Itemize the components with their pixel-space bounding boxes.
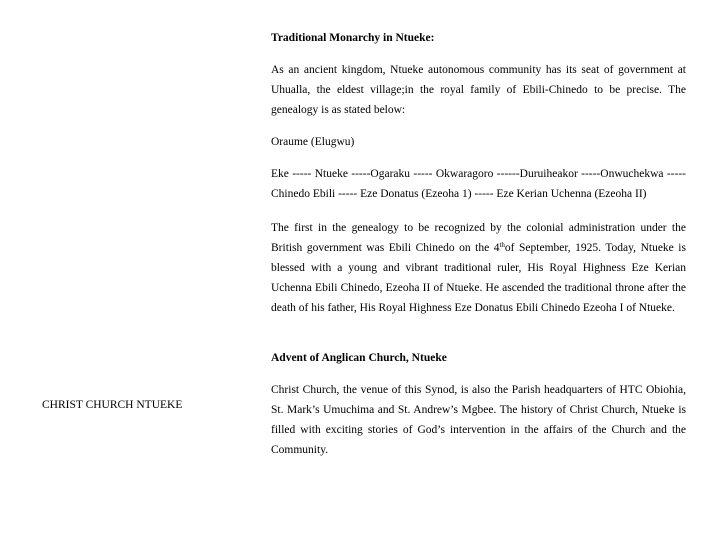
document-column: [271, 28, 686, 460]
side-label-christ-church: CHRIST CHURCH NTUEKE: [42, 399, 183, 411]
section-heading-anglican: Advent of Anglican Church, Ntueke: [271, 352, 447, 364]
recognition-text-end: of September, 1925. Today, Ntueke is blessed with a young and vibrant traditional ruler, His Royal Highness Eze Kerian Uchenna Ebili Chinedo, Ezeoha II of Ntueke. He ascended the traditional throne after the death of his father, His Royal Highness Eze Donatus Ebili Chinedo Ezeoha I of Ntueke.: [271, 242, 686, 314]
recognition-paragraph: [271, 218, 686, 318]
genealogy-root: Oraume (Elugwu): [271, 136, 355, 148]
intro-paragraph: As an ancient kingdom, Ntueke autonomous community has its seat of government at Uhualla, the eldest village;in the royal family of Ebili-Chinedo to be precise. The genealogy is as stated below:: [271, 64, 686, 116]
recognition-text-start: The first in the genealogy to be recognized by the colonial administration under the British government was Ebili Chinedo on the 4: [271, 222, 686, 254]
church-paragraph: Christ Church, the venue of this Synod, is also the Parish headquarters of HTC Obiohia, St. Mark’s Umuchima and St. Andrew’s Mgbee. The history of Christ Church, Ntueke is filled with exciting stories of God’s intervention in the affairs of the Church and the Community.: [271, 384, 686, 456]
date-ordinal-suffix: th: [499, 241, 505, 249]
genealogy-lineage: Eke ----- Ntueke -----Ogaraku ----- Okwaragoro ------Duruiheakor -----Onwuchekwa ----- Chinedo Ebili ----- Eze Donatus (Ezeoha 1) ----- Eze Kerian Uchenna (Ezeoha II): [271, 168, 686, 200]
section-heading-monarchy: Traditional Monarchy in Ntueke:: [271, 32, 435, 44]
